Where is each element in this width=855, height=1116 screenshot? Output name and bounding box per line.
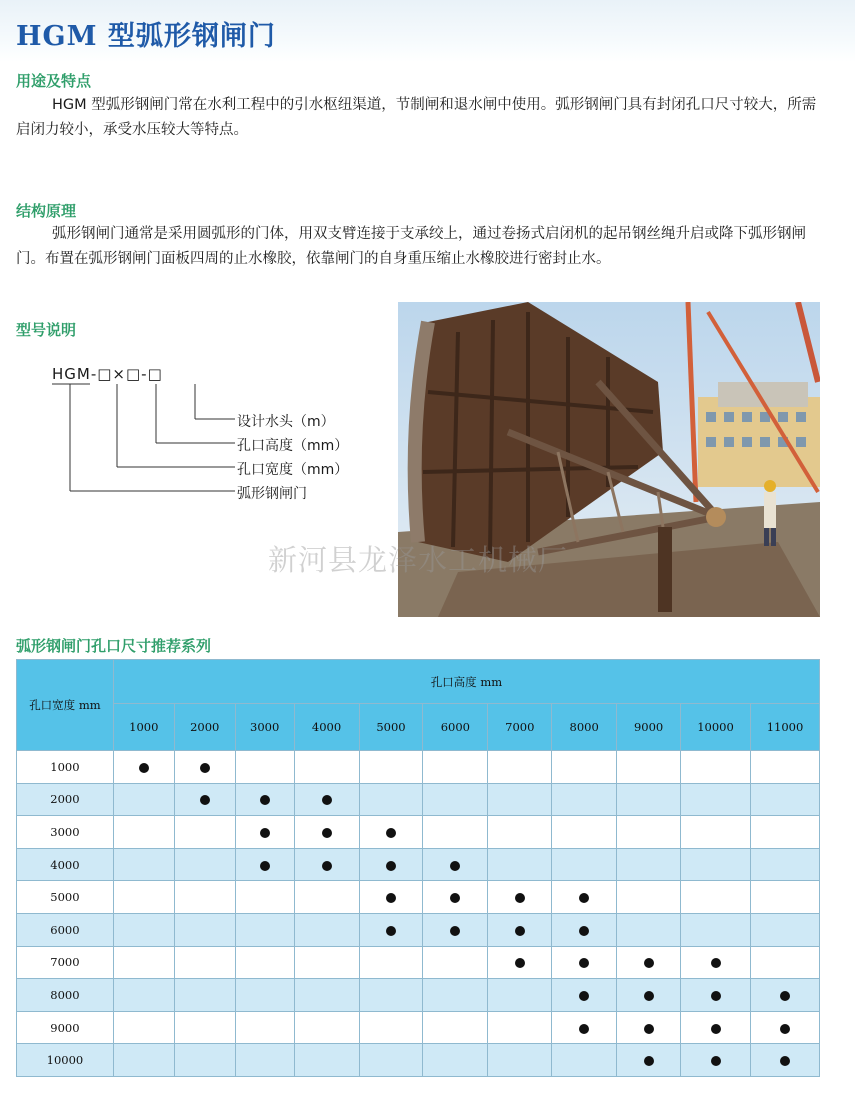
row-width-label: 8000 xyxy=(17,979,114,1012)
table-cell xyxy=(617,816,681,849)
watermark: 新河县龙泽水工机械厂 xyxy=(268,543,569,577)
recommended-dot xyxy=(644,991,654,1001)
recommended-dot xyxy=(260,795,270,805)
table-cell xyxy=(750,848,819,881)
usage-text: HGM 型弧形钢闸门常在水利工程中的引水枢纽渠道，节制闸和退水闸中使用。弧形钢闸门具有封闭孔口尺寸较大，所需启闭力较小，承受水压较大等特点。 xyxy=(16,97,817,138)
col-header: 8000 xyxy=(552,704,617,751)
size-series-table xyxy=(16,659,820,1077)
recommended-dot xyxy=(515,958,525,968)
table-cell xyxy=(174,751,235,784)
table-cell xyxy=(174,913,235,946)
table-cell xyxy=(552,946,617,979)
table-cell xyxy=(552,751,617,784)
recommended-dot xyxy=(450,926,460,936)
table-cell xyxy=(750,816,819,849)
model-diagram xyxy=(30,355,390,515)
table-cell xyxy=(488,816,552,849)
page-title: HGM 型弧形钢闸门 xyxy=(16,21,276,52)
table-cell xyxy=(174,946,235,979)
table-cell xyxy=(113,979,174,1012)
recommended-dot xyxy=(200,795,210,805)
table-cell xyxy=(174,881,235,914)
table-cell xyxy=(235,913,294,946)
table-cell xyxy=(750,1044,819,1077)
col-header: 5000 xyxy=(359,704,423,751)
col-header: 6000 xyxy=(423,704,488,751)
recommended-dot xyxy=(322,795,332,805)
table-cell xyxy=(235,979,294,1012)
table-cell xyxy=(552,816,617,849)
table-cell xyxy=(750,751,819,784)
table-cell xyxy=(294,848,359,881)
recommended-dot xyxy=(260,861,270,871)
table-row xyxy=(17,848,820,881)
table-cell xyxy=(617,1044,681,1077)
recommended-dot xyxy=(780,1024,790,1034)
usage-heading: 用途及特点 xyxy=(16,72,92,90)
table-cell xyxy=(423,848,488,881)
table-cell xyxy=(488,913,552,946)
table-row xyxy=(17,1011,820,1044)
table-cell xyxy=(294,1044,359,1077)
recommended-dot xyxy=(579,958,589,968)
row-width-label: 4000 xyxy=(17,848,114,881)
model-code: HGM-□×□-□ xyxy=(52,365,163,383)
table-row xyxy=(17,1044,820,1077)
structure-heading: 结构原理 xyxy=(16,202,77,220)
table-cell xyxy=(681,881,751,914)
table-cell xyxy=(113,816,174,849)
table-cell xyxy=(750,946,819,979)
table-cell xyxy=(681,848,751,881)
table-cell xyxy=(488,848,552,881)
col-header: 11000 xyxy=(750,704,819,751)
table-cell xyxy=(359,881,423,914)
table-cell xyxy=(488,751,552,784)
table-cell xyxy=(681,1011,751,1044)
recommended-dot xyxy=(386,828,396,838)
row-width-label: 2000 xyxy=(17,783,114,816)
table-cell xyxy=(617,881,681,914)
col-header: 7000 xyxy=(488,704,552,751)
table-cell xyxy=(423,1011,488,1044)
table-cell xyxy=(235,881,294,914)
table-cell xyxy=(113,848,174,881)
structure-text: 弧形钢闸门通常是采用圆弧形的门体，用双支臂连接于支承绞上，通过卷扬式启闭机的起吊钢丝绳升启或降下弧形钢闸门。布置在弧形钢闸门面板四周的止水橡胶，依靠闸门的自身重压缩止水橡胶进行密封止水。 xyxy=(16,226,806,267)
table-cell xyxy=(617,783,681,816)
recommended-dot xyxy=(644,958,654,968)
table-cell xyxy=(113,946,174,979)
table-cell xyxy=(488,1044,552,1077)
row-width-label: 3000 xyxy=(17,816,114,849)
table-cell xyxy=(294,816,359,849)
table-cell xyxy=(488,946,552,979)
table-cell xyxy=(423,881,488,914)
table-cell xyxy=(552,848,617,881)
table-cell xyxy=(681,1044,751,1077)
table-cell xyxy=(359,1011,423,1044)
table-cell xyxy=(235,1044,294,1077)
table-cell xyxy=(617,979,681,1012)
row-width-label: 6000 xyxy=(17,913,114,946)
row-width-label: 9000 xyxy=(17,1011,114,1044)
table-cell xyxy=(294,979,359,1012)
table-cell xyxy=(617,913,681,946)
table-cell xyxy=(359,783,423,816)
table-cell xyxy=(552,783,617,816)
recommended-dot xyxy=(515,893,525,903)
table-cell xyxy=(235,816,294,849)
table-cell xyxy=(294,751,359,784)
table-cell xyxy=(750,1011,819,1044)
table-row xyxy=(17,913,820,946)
table-cell xyxy=(359,816,423,849)
model-label-height: 孔口高度（mm） xyxy=(237,438,349,454)
table-cell xyxy=(617,751,681,784)
model-label-head: 设计水头（m） xyxy=(237,414,335,430)
table-cell xyxy=(235,1011,294,1044)
table-cell xyxy=(113,881,174,914)
recommended-dot xyxy=(579,893,589,903)
table-cell xyxy=(113,783,174,816)
table-cell xyxy=(294,881,359,914)
table-cell xyxy=(174,816,235,849)
recommended-dot xyxy=(515,926,525,936)
recommended-dot xyxy=(450,893,460,903)
table-cell xyxy=(235,848,294,881)
col-group-header: 孔口高度 mm xyxy=(113,660,819,704)
table-cell xyxy=(423,783,488,816)
table-cell xyxy=(113,913,174,946)
row-header: 孔口宽度 mm xyxy=(17,660,114,751)
table-cell xyxy=(174,979,235,1012)
recommended-dot xyxy=(579,926,589,936)
table-cell xyxy=(423,979,488,1012)
table-cell xyxy=(359,913,423,946)
table-cell xyxy=(113,1011,174,1044)
recommended-dot xyxy=(780,991,790,1001)
table-cell xyxy=(681,816,751,849)
col-header: 9000 xyxy=(617,704,681,751)
table-cell xyxy=(488,881,552,914)
table-cell xyxy=(552,979,617,1012)
row-width-label: 5000 xyxy=(17,881,114,914)
table-cell xyxy=(174,783,235,816)
row-width-label: 7000 xyxy=(17,946,114,979)
recommended-dot xyxy=(780,1056,790,1066)
table-title: 弧形钢闸门孔口尺寸推荐系列 xyxy=(16,637,212,655)
table-cell xyxy=(617,1011,681,1044)
recommended-dot xyxy=(386,893,396,903)
table-row xyxy=(17,979,820,1012)
recommended-dot xyxy=(386,926,396,936)
recommended-dot xyxy=(450,861,460,871)
table-cell xyxy=(750,783,819,816)
recommended-dot xyxy=(644,1024,654,1034)
recommended-dot xyxy=(711,1056,721,1066)
col-header: 4000 xyxy=(294,704,359,751)
col-header: 10000 xyxy=(681,704,751,751)
table-cell xyxy=(488,783,552,816)
table-cell xyxy=(681,783,751,816)
recommended-dot xyxy=(260,828,270,838)
table-cell xyxy=(294,913,359,946)
table-cell xyxy=(113,1044,174,1077)
recommended-dot xyxy=(579,1024,589,1034)
recommended-dot xyxy=(200,763,210,773)
table-cell xyxy=(174,1011,235,1044)
col-header: 1000 xyxy=(113,704,174,751)
table-cell xyxy=(174,848,235,881)
table-cell xyxy=(235,783,294,816)
col-header: 2000 xyxy=(174,704,235,751)
table-row xyxy=(17,946,820,979)
table-cell xyxy=(552,881,617,914)
row-width-label: 1000 xyxy=(17,751,114,784)
recommended-dot xyxy=(711,958,721,968)
table-cell xyxy=(174,1044,235,1077)
table-cell xyxy=(359,1044,423,1077)
recommended-dot xyxy=(139,763,149,773)
table-row xyxy=(17,881,820,914)
table-cell xyxy=(750,881,819,914)
table-cell xyxy=(294,783,359,816)
table-cell xyxy=(552,913,617,946)
table-cell xyxy=(359,848,423,881)
table-cell xyxy=(750,979,819,1012)
table-cell xyxy=(750,913,819,946)
recommended-dot xyxy=(711,991,721,1001)
recommended-dot xyxy=(711,1024,721,1034)
table-cell xyxy=(235,946,294,979)
recommended-dot xyxy=(322,861,332,871)
table-cell xyxy=(681,913,751,946)
table-cell xyxy=(423,1044,488,1077)
table-cell xyxy=(552,1011,617,1044)
table-cell xyxy=(359,946,423,979)
model-label-width: 孔口宽度（mm） xyxy=(237,462,349,478)
model-label-gate: 弧形钢闸门 xyxy=(237,486,307,502)
table-row xyxy=(17,816,820,849)
table-cell xyxy=(423,751,488,784)
recommended-dot xyxy=(644,1056,654,1066)
recommended-dot xyxy=(579,991,589,1001)
table-cell xyxy=(552,1044,617,1077)
col-header: 3000 xyxy=(235,704,294,751)
recommended-dot xyxy=(386,861,396,871)
table-cell xyxy=(423,816,488,849)
table-cell xyxy=(359,751,423,784)
table-row xyxy=(17,783,820,816)
model-heading: 型号说明 xyxy=(16,321,77,339)
table-cell xyxy=(423,913,488,946)
table-cell xyxy=(617,848,681,881)
table-cell xyxy=(681,946,751,979)
recommended-dot xyxy=(322,828,332,838)
table-cell xyxy=(113,751,174,784)
table-cell xyxy=(423,946,488,979)
table-cell xyxy=(617,946,681,979)
table-row xyxy=(17,751,820,784)
table-cell xyxy=(235,751,294,784)
table-cell xyxy=(681,979,751,1012)
table-cell xyxy=(681,751,751,784)
table-cell xyxy=(488,1011,552,1044)
table-cell xyxy=(359,979,423,1012)
table-cell xyxy=(294,946,359,979)
table-cell xyxy=(488,979,552,1012)
table-cell xyxy=(294,1011,359,1044)
row-width-label: 10000 xyxy=(17,1044,114,1077)
